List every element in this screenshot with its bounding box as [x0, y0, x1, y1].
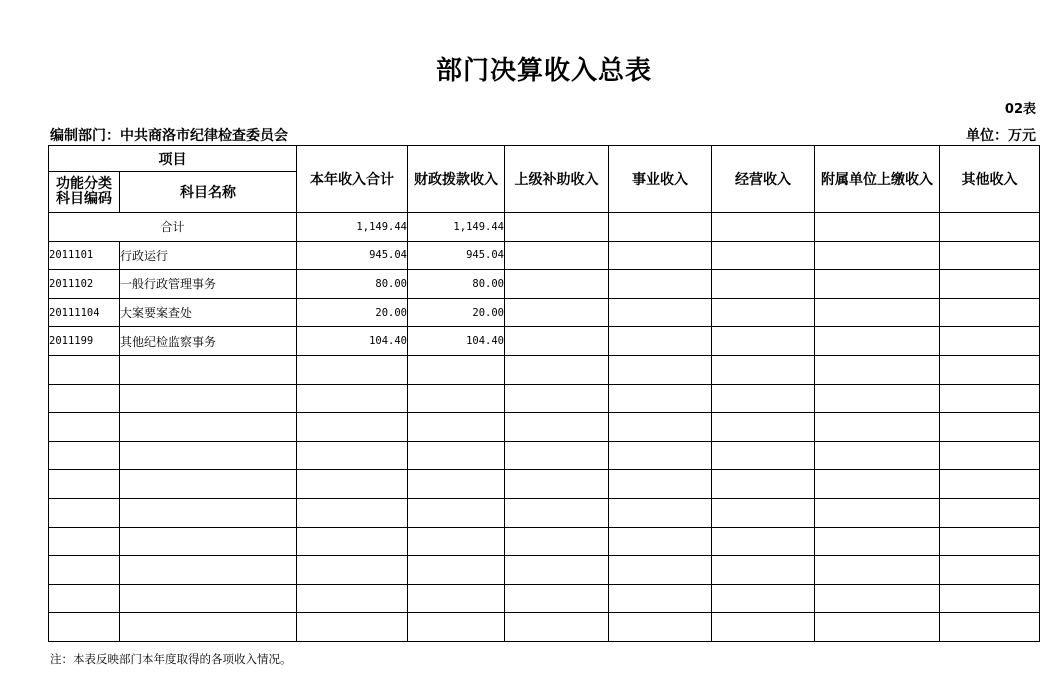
empty-row — [49, 498, 1040, 527]
cell — [505, 270, 609, 299]
cell — [609, 213, 712, 242]
cell — [505, 384, 609, 413]
cell — [609, 298, 712, 327]
empty-row — [49, 384, 1040, 413]
cell — [815, 384, 940, 413]
row-code: 2011102 — [49, 270, 120, 299]
cell — [505, 527, 609, 556]
row-fiscal: 80.00 — [408, 270, 505, 299]
cell — [712, 441, 815, 470]
cell — [297, 413, 408, 442]
cell — [815, 327, 940, 356]
cell — [609, 527, 712, 556]
total-row — [49, 213, 1040, 242]
cell — [297, 556, 408, 585]
cell — [49, 584, 120, 613]
cell — [940, 355, 1040, 384]
cell — [120, 470, 297, 499]
cell — [712, 413, 815, 442]
cell — [297, 613, 408, 642]
cell — [297, 527, 408, 556]
cell — [712, 470, 815, 499]
cell — [49, 527, 120, 556]
cell — [712, 270, 815, 299]
row-name: 其他纪检监察事务 — [120, 327, 297, 356]
cell — [505, 327, 609, 356]
cell — [940, 556, 1040, 585]
cell — [505, 213, 609, 242]
cell — [609, 470, 712, 499]
cell — [297, 384, 408, 413]
row-code: 2011101 — [49, 241, 120, 270]
header-col-affiliated: 附属单位上缴收入 — [815, 146, 940, 213]
footnote: 注：本表反映部门本年度取得的各项收入情况。 — [50, 652, 292, 666]
row-code: 20111104 — [49, 298, 120, 327]
cell — [49, 556, 120, 585]
empty-row — [49, 413, 1040, 442]
cell — [609, 241, 712, 270]
cell — [609, 270, 712, 299]
cell — [712, 384, 815, 413]
cell — [815, 270, 940, 299]
row-fiscal: 20.00 — [408, 298, 505, 327]
cell — [940, 270, 1040, 299]
cell — [408, 556, 505, 585]
header-col-fiscal: 财政拨款收入 — [408, 146, 505, 213]
cell — [815, 470, 940, 499]
cell — [940, 498, 1040, 527]
cell — [940, 441, 1040, 470]
cell — [609, 413, 712, 442]
cell — [408, 584, 505, 613]
cell — [609, 613, 712, 642]
cell — [120, 613, 297, 642]
cell — [712, 527, 815, 556]
cell — [120, 556, 297, 585]
unit-label: 单位：万元 — [966, 128, 1036, 144]
cell — [940, 241, 1040, 270]
department-label: 编制部门：中共商洛市纪律检查委员会 — [50, 128, 288, 144]
header-col-business: 事业收入 — [609, 146, 712, 213]
cell — [712, 213, 815, 242]
cell — [940, 384, 1040, 413]
cell — [408, 527, 505, 556]
cell — [940, 298, 1040, 327]
cell — [297, 498, 408, 527]
cell — [408, 355, 505, 384]
cell — [815, 498, 940, 527]
cell — [815, 441, 940, 470]
empty-row — [49, 527, 1040, 556]
row-total: 20.00 — [297, 298, 408, 327]
cell — [712, 327, 815, 356]
cell — [505, 584, 609, 613]
cell — [120, 441, 297, 470]
cell — [505, 613, 609, 642]
cell — [940, 327, 1040, 356]
cell — [609, 327, 712, 356]
row-name: 行政运行 — [120, 241, 297, 270]
cell — [609, 556, 712, 585]
cell — [505, 241, 609, 270]
empty-row — [49, 584, 1040, 613]
cell — [940, 527, 1040, 556]
cell — [49, 413, 120, 442]
total-fiscal: 1,149.44 — [408, 213, 505, 242]
cell — [940, 470, 1040, 499]
cell — [940, 413, 1040, 442]
cell — [408, 470, 505, 499]
cell — [120, 384, 297, 413]
header-col-operation: 经营收入 — [712, 146, 815, 213]
total-amount: 1,149.44 — [297, 213, 408, 242]
cell — [408, 384, 505, 413]
cell — [940, 584, 1040, 613]
header-col-total: 本年收入合计 — [297, 146, 408, 213]
page-title: 部门决算收入总表 — [435, 56, 652, 86]
header-name: 科目名称 — [120, 172, 297, 213]
cell — [815, 613, 940, 642]
cell — [815, 298, 940, 327]
cell — [49, 498, 120, 527]
cell — [297, 355, 408, 384]
cell — [120, 413, 297, 442]
empty-row — [49, 556, 1040, 585]
cell — [505, 498, 609, 527]
cell — [408, 413, 505, 442]
cell — [815, 241, 940, 270]
cell — [49, 355, 120, 384]
cell — [505, 355, 609, 384]
cell — [815, 556, 940, 585]
cell — [609, 441, 712, 470]
cell — [815, 584, 940, 613]
cell — [505, 470, 609, 499]
row-name: 一般行政管理事务 — [120, 270, 297, 299]
cell — [49, 441, 120, 470]
cell — [505, 441, 609, 470]
cell — [120, 527, 297, 556]
cell — [712, 613, 815, 642]
cell — [712, 584, 815, 613]
table-row — [49, 298, 1040, 327]
row-fiscal: 945.04 — [408, 241, 505, 270]
cell — [408, 498, 505, 527]
cell — [505, 413, 609, 442]
row-name: 大案要案查处 — [120, 298, 297, 327]
cell — [408, 613, 505, 642]
header-code-text: 功能分类 科目编码 — [56, 176, 112, 207]
cell — [297, 470, 408, 499]
cell — [815, 413, 940, 442]
cell — [940, 213, 1040, 242]
cell — [408, 441, 505, 470]
header-code — [49, 172, 120, 213]
cell — [120, 355, 297, 384]
table-row — [49, 327, 1040, 356]
cell — [712, 241, 815, 270]
cell — [49, 470, 120, 499]
cell — [609, 498, 712, 527]
cell — [297, 441, 408, 470]
cell — [609, 384, 712, 413]
cell — [712, 498, 815, 527]
row-code: 2011199 — [49, 327, 120, 356]
cell — [712, 298, 815, 327]
empty-row — [49, 355, 1040, 384]
row-total: 80.00 — [297, 270, 408, 299]
cell — [120, 498, 297, 527]
header-col-other: 其他收入 — [940, 146, 1040, 213]
income-table — [48, 145, 1040, 642]
cell — [49, 613, 120, 642]
empty-row — [49, 470, 1040, 499]
cell — [505, 556, 609, 585]
cell — [505, 298, 609, 327]
cell — [609, 355, 712, 384]
row-fiscal: 104.40 — [408, 327, 505, 356]
empty-row — [49, 613, 1040, 642]
cell — [297, 584, 408, 613]
cell — [49, 384, 120, 413]
cell — [712, 556, 815, 585]
cell — [940, 613, 1040, 642]
empty-row — [49, 441, 1040, 470]
header-project: 项目 — [49, 146, 297, 172]
header-col-superior: 上级补助收入 — [505, 146, 609, 213]
cell — [712, 355, 815, 384]
table-row — [49, 241, 1040, 270]
cell — [815, 213, 940, 242]
total-label: 合计 — [49, 213, 297, 242]
table-row — [49, 270, 1040, 299]
form-number: 02表 — [1004, 102, 1036, 117]
cell — [815, 355, 940, 384]
table-body — [49, 213, 1040, 642]
row-total: 104.40 — [297, 327, 408, 356]
row-total: 945.04 — [297, 241, 408, 270]
cell — [120, 584, 297, 613]
cell — [815, 527, 940, 556]
cell — [609, 584, 712, 613]
